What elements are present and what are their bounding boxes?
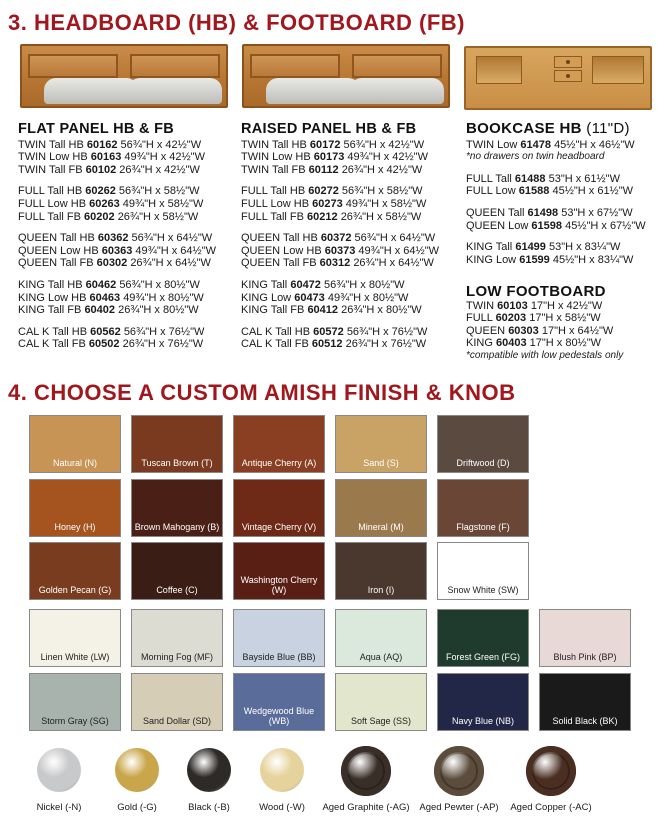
product-dims: 17"H x 58½"W xyxy=(529,312,601,325)
product-name: FULL Tall xyxy=(466,172,512,185)
finish-label: Soft Sage (SS) xyxy=(350,716,412,726)
product-name: TWIN Low HB xyxy=(241,151,311,164)
finish-swatch[interactable] xyxy=(29,673,121,731)
product-sku: 60512 xyxy=(311,338,343,351)
finish-label: Solid Black (BK) xyxy=(552,716,618,726)
product-sku: 60502 xyxy=(88,338,120,351)
product-sku: 60272 xyxy=(308,185,339,198)
product-name: FULL Tall FB xyxy=(18,210,81,223)
product-line xyxy=(466,312,623,325)
finish-label: Washington Cherry (W) xyxy=(240,575,318,595)
finish-swatch[interactable] xyxy=(335,542,427,600)
product-sku: 61498 xyxy=(527,206,559,219)
finish-swatch[interactable] xyxy=(335,479,427,537)
product-dims: 56¾"H x 64½"W xyxy=(354,232,436,245)
product-sku: 60103 xyxy=(497,299,528,312)
product-sku: 60173 xyxy=(313,151,345,164)
finish-swatch[interactable] xyxy=(233,479,325,537)
finish-label: Storm Gray (SG) xyxy=(41,716,109,726)
product-name: QUEEN Low xyxy=(466,219,529,232)
size-group xyxy=(466,241,646,266)
knob-image xyxy=(115,748,159,792)
product-sku: 60112 xyxy=(308,163,339,176)
size-group xyxy=(466,139,646,152)
product-name: FULL Tall FB xyxy=(241,210,304,223)
product-name: KING Low xyxy=(241,291,292,304)
size-group xyxy=(241,279,439,317)
product-line xyxy=(241,326,439,339)
product-sku: 60273 xyxy=(312,197,343,210)
finish-swatch[interactable] xyxy=(437,673,529,731)
product-dims: 56¾"H x 80½"W xyxy=(323,278,405,291)
product-sku: 60362 xyxy=(97,232,129,245)
product-line xyxy=(241,139,439,152)
product-sku: 60412 xyxy=(307,304,339,317)
product-sku: 60373 xyxy=(324,244,356,257)
product-line xyxy=(18,304,216,317)
product-name: TWIN Low HB xyxy=(18,151,88,164)
product-name: QUEEN Tall HB xyxy=(18,232,95,245)
product-name: TWIN Tall HB xyxy=(241,138,307,151)
product-sku: 60212 xyxy=(307,210,338,223)
product-line xyxy=(241,151,439,164)
product-name: KING Tall xyxy=(466,241,513,254)
finish-swatch[interactable] xyxy=(539,673,631,731)
finish-label: Aqua (AQ) xyxy=(359,652,403,662)
size-group xyxy=(241,139,439,177)
footnote: *no drawers on twin headboard xyxy=(466,151,605,163)
product-sku: 60303 xyxy=(508,324,539,337)
product-dims: 26¾"H x 76½"W xyxy=(122,338,204,351)
product-dims: 49¾"H x 80½"W xyxy=(123,291,204,304)
bookcase-title: BOOKCASE HB (11"D) xyxy=(466,120,630,137)
low-footboard-title: LOW FOOTBOARD xyxy=(466,283,606,300)
product-name: TWIN Low xyxy=(466,138,518,151)
product-sku: 61598 xyxy=(531,219,563,232)
product-name: KING Tall FB xyxy=(18,304,82,317)
product-line xyxy=(466,139,646,152)
finish-label: Driftwood (D) xyxy=(456,458,510,468)
product-sku: 60473 xyxy=(294,291,325,304)
product-sku: 61588 xyxy=(518,185,550,198)
section-4-heading: 4. CHOOSE A CUSTOM AMISH FINISH & KNOB xyxy=(8,380,516,405)
finish-label: Morning Fog (MF) xyxy=(140,652,213,662)
product-line xyxy=(241,338,439,351)
product-dims: 26¾"H x 80½"W xyxy=(341,304,422,317)
finish-label: Honey (H) xyxy=(54,522,96,532)
knob-image xyxy=(434,746,484,796)
product-dims: 49¾"H x 42½"W xyxy=(347,151,428,164)
knob-label: Wood (-W) xyxy=(259,802,305,813)
product-name: CAL K Tall FB xyxy=(18,338,86,351)
flat-panel-title: FLAT PANEL HB & FB xyxy=(18,121,175,137)
product-line xyxy=(18,257,216,270)
section-3-heading: 3. HEADBOARD (HB) & FOOTBOARD (FB) xyxy=(8,10,465,35)
product-sku: 60472 xyxy=(290,278,321,291)
size-group xyxy=(18,279,216,317)
size-group xyxy=(241,185,439,223)
product-name: QUEEN Tall FB xyxy=(18,257,94,270)
product-dims: 26¾"H x 64½"W xyxy=(130,257,211,270)
product-line xyxy=(466,300,623,313)
size-group xyxy=(18,232,216,270)
product-line xyxy=(241,257,439,270)
product-line xyxy=(18,185,216,198)
product-name: QUEEN Low HB xyxy=(241,244,322,257)
finish-label: Coffee (C) xyxy=(156,585,198,595)
product-name: FULL Tall HB xyxy=(18,185,83,198)
product-line xyxy=(466,241,646,254)
knob-label: Gold (-G) xyxy=(117,802,157,813)
finish-label: Tuscan Brown (T) xyxy=(141,458,213,468)
product-sku: 61599 xyxy=(519,253,550,266)
finish-swatch[interactable] xyxy=(233,609,325,667)
product-dims: 17"H x 64½"W xyxy=(541,324,614,337)
product-name: TWIN xyxy=(466,299,495,312)
product-sku: 60463 xyxy=(89,291,121,304)
product-dims: 26¾"H x 42½"W xyxy=(119,163,200,176)
finish-label: Iron (I) xyxy=(367,585,395,595)
product-sku: 60102 xyxy=(85,163,117,176)
product-sku: 60203 xyxy=(495,312,527,325)
product-name: QUEEN Low HB xyxy=(18,244,99,257)
product-sku: 60462 xyxy=(85,278,117,291)
finish-label: Golden Pecan (G) xyxy=(38,585,112,595)
raised-panel-title: RAISED PANEL HB & FB xyxy=(241,121,417,137)
finish-swatch[interactable] xyxy=(437,542,529,600)
product-name: CAL K Tall FB xyxy=(241,338,309,351)
finish-label: Brown Mahogany (B) xyxy=(134,522,220,532)
product-dims: 56¾"H x 42½"W xyxy=(343,138,425,151)
product-dims: 49¾"H x 58½"W xyxy=(345,197,427,210)
product-line xyxy=(18,151,216,164)
finish-label: Flagstone (F) xyxy=(456,522,510,532)
product-dims: 26¾"H x 42½"W xyxy=(341,163,423,176)
bookcase-headboard-image xyxy=(464,46,652,110)
finish-swatch[interactable] xyxy=(131,479,223,537)
product-dims: 49¾"H x 80½"W xyxy=(327,291,409,304)
product-line xyxy=(18,338,216,351)
raised-panel-column xyxy=(241,123,439,360)
finish-label: Navy Blue (NB) xyxy=(451,716,514,726)
product-dims: 26¾"H x 58½"W xyxy=(340,210,422,223)
finish-swatch[interactable] xyxy=(131,673,223,731)
product-name: TWIN Tall FB xyxy=(18,163,83,176)
size-group xyxy=(18,185,216,223)
product-dims: 17"H x 80½"W xyxy=(529,337,602,350)
product-line xyxy=(18,198,216,211)
finish-swatch[interactable] xyxy=(437,479,529,537)
bookcase-column xyxy=(466,120,646,275)
product-dims: 17"H x 42½"W xyxy=(530,299,603,312)
finish-swatch[interactable] xyxy=(29,542,121,600)
finish-label: Mineral (M) xyxy=(358,522,404,532)
finish-swatch[interactable] xyxy=(29,415,121,473)
finish-label: Natural (N) xyxy=(52,458,97,468)
product-sku: 60262 xyxy=(85,185,116,198)
product-name: FULL Tall HB xyxy=(241,185,306,198)
size-group xyxy=(466,207,646,232)
finish-label: Antique Cherry (A) xyxy=(241,458,317,468)
product-sku: 60312 xyxy=(319,257,351,270)
product-name: KING Low xyxy=(466,253,517,266)
product-sku: 60403 xyxy=(495,337,527,350)
product-sku: 61488 xyxy=(514,172,546,185)
product-name: QUEEN Tall HB xyxy=(241,232,318,245)
product-line xyxy=(18,139,216,152)
product-line xyxy=(466,254,646,267)
product-dims: 53"H x 83¼"W xyxy=(548,241,621,254)
product-dims: 49¾"H x 64½"W xyxy=(358,244,439,257)
product-dims: 49¾"H x 64½"W xyxy=(135,244,216,257)
finish-swatch[interactable] xyxy=(131,415,223,473)
finish-label: Wedgewood Blue (WB) xyxy=(243,706,315,726)
product-dims: 26¾"H x 58½"W xyxy=(117,210,199,223)
knob-label: Black (-B) xyxy=(188,802,230,813)
product-line xyxy=(241,279,439,292)
product-name: CAL K Tall HB xyxy=(241,325,311,338)
product-name: KING Tall FB xyxy=(241,304,305,317)
product-dims: 56¾"H x 76½"W xyxy=(123,325,205,338)
product-name: KING Low HB xyxy=(18,291,87,304)
product-name: FULL Low xyxy=(466,185,516,198)
product-name: KING Tall xyxy=(241,278,288,291)
product-sku: 60402 xyxy=(84,304,116,317)
knob-label: Nickel (-N) xyxy=(36,802,82,813)
product-line xyxy=(18,232,216,245)
product-dims: 56¾"H x 58½"W xyxy=(341,185,423,198)
product-dims: 26¾"H x 76½"W xyxy=(345,338,427,351)
finish-swatch[interactable] xyxy=(233,415,325,473)
product-dims: 45½"H x 83¼"W xyxy=(552,253,634,266)
finish-swatch[interactable] xyxy=(29,479,121,537)
product-sku: 60572 xyxy=(313,325,344,338)
product-line xyxy=(18,326,216,339)
finish-label: Bayside Blue (BB) xyxy=(242,652,316,662)
product-sku: 60363 xyxy=(101,244,133,257)
product-name: CAL K Tall HB xyxy=(18,325,88,338)
product-line xyxy=(466,173,646,186)
product-dims: 56¾"H x 58½"W xyxy=(118,185,200,198)
knob-image xyxy=(341,746,391,796)
finish-swatch[interactable] xyxy=(131,542,223,600)
product-dims: 56¾"H x 76½"W xyxy=(346,325,428,338)
finish-swatch[interactable] xyxy=(233,673,325,731)
product-name: TWIN Tall HB xyxy=(18,138,84,151)
product-line xyxy=(241,232,439,245)
product-sku: 60162 xyxy=(86,138,118,151)
knob-image xyxy=(260,748,304,792)
finish-swatch[interactable] xyxy=(335,415,427,473)
product-sku: 60163 xyxy=(90,151,122,164)
knob-label: Aged Graphite (-AG) xyxy=(322,802,410,813)
finish-swatch[interactable] xyxy=(233,542,325,600)
product-dims: 53"H x 67½"W xyxy=(561,206,633,219)
product-line xyxy=(241,245,439,258)
product-line xyxy=(18,292,216,305)
product-line xyxy=(241,198,439,211)
product-sku: 60172 xyxy=(309,138,341,151)
product-name: QUEEN xyxy=(466,324,506,337)
product-name: TWIN Tall FB xyxy=(241,163,306,176)
product-sku: 60562 xyxy=(90,325,121,338)
size-group xyxy=(466,173,646,198)
flat-panel-bed-image xyxy=(20,44,228,108)
product-line xyxy=(241,211,439,224)
product-line xyxy=(241,185,439,198)
product-sku: 60202 xyxy=(84,210,115,223)
finish-label: Linen White (LW) xyxy=(40,652,110,662)
product-dims: 26¾"H x 80½"W xyxy=(118,304,199,317)
product-dims: 45½"H x 67½"W xyxy=(565,219,646,232)
product-sku: 60263 xyxy=(89,197,120,210)
finish-label: Sand Dollar (SD) xyxy=(142,716,212,726)
product-dims: 53"H x 61½"W xyxy=(548,172,620,185)
finish-swatch[interactable] xyxy=(131,609,223,667)
product-line xyxy=(466,337,623,350)
product-line xyxy=(466,207,646,220)
footnote: *compatible with low pedestals only xyxy=(466,349,624,361)
product-line xyxy=(18,279,216,292)
product-name: QUEEN Tall xyxy=(466,206,525,219)
product-name: FULL xyxy=(466,312,493,325)
product-line xyxy=(18,164,216,177)
finish-swatch[interactable] xyxy=(437,415,529,473)
product-name: KING xyxy=(466,337,493,350)
finish-label: Forest Green (FG) xyxy=(445,652,520,662)
product-sku: 61478 xyxy=(520,138,551,151)
product-dims: 56¾"H x 64½"W xyxy=(131,232,213,245)
product-line xyxy=(466,185,646,198)
flat-panel-column xyxy=(18,123,216,360)
size-group xyxy=(241,326,439,351)
finish-swatch[interactable] xyxy=(29,609,121,667)
low-footboard-column xyxy=(466,283,624,363)
product-name: KING Tall HB xyxy=(18,278,83,291)
finish-label: Sand (S) xyxy=(363,458,399,468)
knob-image xyxy=(526,746,576,796)
finish-label: Blush Pink (BP) xyxy=(553,652,617,662)
raised-panel-bed-image xyxy=(242,44,450,108)
product-dims: 26¾"H x 64½"W xyxy=(353,257,434,270)
product-sku: 60302 xyxy=(96,257,128,270)
product-dims: 45½"H x 61½"W xyxy=(552,185,634,198)
product-sku: 60372 xyxy=(320,232,352,245)
product-name: QUEEN Tall FB xyxy=(241,257,317,270)
finish-swatch[interactable] xyxy=(335,673,427,731)
product-line xyxy=(18,245,216,258)
product-sku: 61499 xyxy=(515,241,546,254)
knob-label: Aged Pewter (-AP) xyxy=(419,802,499,813)
knob-image xyxy=(37,748,81,792)
product-line xyxy=(18,211,216,224)
product-name: FULL Low HB xyxy=(18,197,87,210)
size-group xyxy=(241,232,439,270)
knob-image xyxy=(187,748,231,792)
product-line xyxy=(466,220,646,233)
finish-swatch[interactable] xyxy=(539,609,631,667)
product-line xyxy=(466,325,623,338)
size-group xyxy=(18,326,216,351)
product-dims: 49¾"H x 58½"W xyxy=(122,197,204,210)
finish-swatch[interactable] xyxy=(437,609,529,667)
knob-label: Aged Copper (-AC) xyxy=(510,802,592,813)
product-dims: 45½"H x 46½"W xyxy=(554,138,635,151)
product-dims: 49¾"H x 42½"W xyxy=(124,151,205,164)
product-dims: 56¾"H x 80½"W xyxy=(119,278,200,291)
product-line xyxy=(241,164,439,177)
finish-label: Vintage Cherry (V) xyxy=(241,522,317,532)
product-line xyxy=(241,292,439,305)
finish-swatch[interactable] xyxy=(335,609,427,667)
size-group xyxy=(18,139,216,177)
product-dims: 56¾"H x 42½"W xyxy=(120,138,202,151)
product-line xyxy=(241,304,439,317)
finish-label: Snow White (SW) xyxy=(447,585,519,595)
product-name: FULL Low HB xyxy=(241,197,310,210)
